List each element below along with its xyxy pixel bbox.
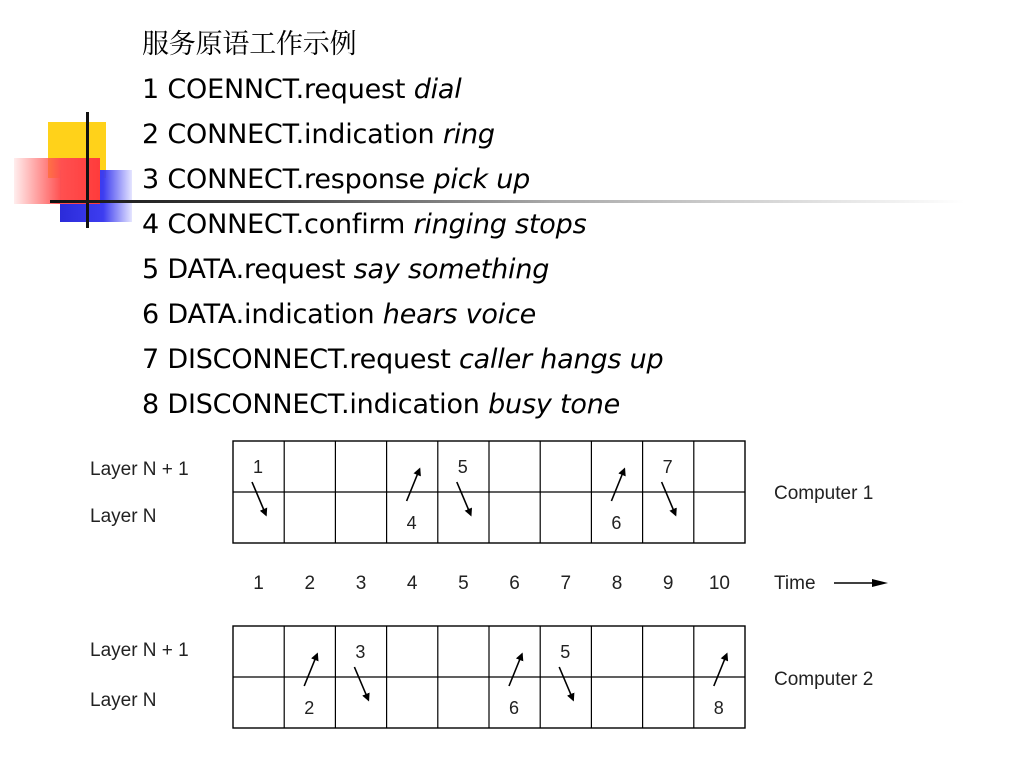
step-number: 8 <box>142 389 159 420</box>
computer2-event-6 <box>509 654 522 718</box>
step-primitive: DISCONNECT.indication <box>167 389 480 420</box>
decor-vertical-line <box>86 112 89 228</box>
time-tick-label: 2 <box>304 573 316 594</box>
step-number: 5 <box>142 254 159 285</box>
step-primitive: CONNECT.indication <box>167 119 435 150</box>
step-line-2 <box>142 112 663 157</box>
step-action: caller hangs up <box>458 344 664 375</box>
computer1-grid <box>233 441 745 543</box>
step-primitive: DATA.indication <box>167 299 375 330</box>
step-action: busy tone <box>488 389 621 420</box>
computer2-layer-upper-label: Layer N + 1 <box>90 640 189 661</box>
event-number: 6 <box>508 698 520 718</box>
step-line-3 <box>142 157 663 202</box>
step-number: 3 <box>142 164 159 195</box>
arrow-down-icon <box>252 482 266 515</box>
step-primitive: COENNCT.request <box>167 74 406 105</box>
step-action: ring <box>442 119 495 150</box>
computer1-event-1 <box>252 457 266 515</box>
step-primitive: DATA.request <box>167 254 346 285</box>
event-number: 5 <box>457 457 468 477</box>
time-tick-label: 9 <box>662 573 674 594</box>
event-number: 4 <box>406 513 417 533</box>
event-number: 2 <box>304 698 315 718</box>
step-primitive: DISCONNECT.request <box>167 344 451 375</box>
time-label: Time <box>774 573 816 594</box>
time-tick-label: 10 <box>708 573 730 594</box>
computer2-grid <box>233 626 745 728</box>
time-tick-label: 7 <box>560 573 572 594</box>
time-tick-label: 4 <box>406 573 418 594</box>
event-number: 3 <box>355 642 366 662</box>
step-line-1 <box>142 67 663 112</box>
arrow-up-icon <box>714 654 727 686</box>
step-primitive: CONNECT.confirm <box>167 209 406 240</box>
computer2-event-2 <box>304 654 317 718</box>
computer1-event-6 <box>611 469 624 533</box>
row-labels <box>90 459 873 711</box>
time-tick-label: 1 <box>253 573 264 594</box>
step-action: hears voice <box>382 299 537 330</box>
arrow-up-icon <box>611 469 624 501</box>
slide-title: 服务原语工作示例 <box>142 29 357 60</box>
slide-text <box>142 22 663 427</box>
computer2-layer-lower-label: Layer N <box>90 690 157 711</box>
step-action: say something <box>353 254 550 285</box>
arrow-down-icon <box>662 482 676 515</box>
computer1-layer-lower-label: Layer N <box>90 506 157 527</box>
computer2-event-5 <box>559 642 573 700</box>
time-tick-label: 3 <box>355 573 367 594</box>
event-number: 8 <box>713 698 724 718</box>
step-line-7 <box>142 337 663 382</box>
step-number: 2 <box>142 119 159 150</box>
arrow-down-icon <box>559 667 573 700</box>
arrow-up-icon <box>304 654 317 686</box>
step-action: dial <box>413 74 462 105</box>
step-action: pick up <box>433 164 531 195</box>
computer1-label: Computer 1 <box>774 483 874 504</box>
step-action: ringing stops <box>413 209 587 240</box>
computer1-event-5 <box>457 457 471 515</box>
time-tick-label: 6 <box>509 573 520 594</box>
computer2-label: Computer 2 <box>774 669 874 690</box>
event-number: 1 <box>252 457 264 477</box>
event-number: 5 <box>560 642 571 662</box>
arrow-down-icon <box>457 482 471 515</box>
time-tick-label: 8 <box>611 573 623 594</box>
step-number: 7 <box>142 344 159 375</box>
computer1-layer-upper-label: Layer N + 1 <box>90 459 189 480</box>
arrow-up-icon <box>509 654 522 686</box>
event-number: 6 <box>611 513 622 533</box>
event-number: 7 <box>662 457 673 477</box>
arrow-up-icon <box>407 469 420 501</box>
computer2-event-3 <box>354 642 368 700</box>
arrow-down-icon <box>354 667 368 700</box>
step-number: 6 <box>142 299 159 330</box>
computer2-event-8 <box>714 654 727 718</box>
step-primitive: CONNECT.response <box>167 164 426 195</box>
step-line-4 <box>142 202 663 247</box>
computer1-event-4 <box>407 469 420 533</box>
time-tick-label: 5 <box>458 573 469 594</box>
step-line-6 <box>142 292 663 337</box>
computer1-event-7 <box>662 457 676 515</box>
step-line-8 <box>142 382 663 427</box>
step-number: 1 <box>142 74 159 105</box>
step-line-5 <box>142 247 663 292</box>
time-arrow <box>834 579 888 587</box>
step-number: 4 <box>142 209 159 240</box>
